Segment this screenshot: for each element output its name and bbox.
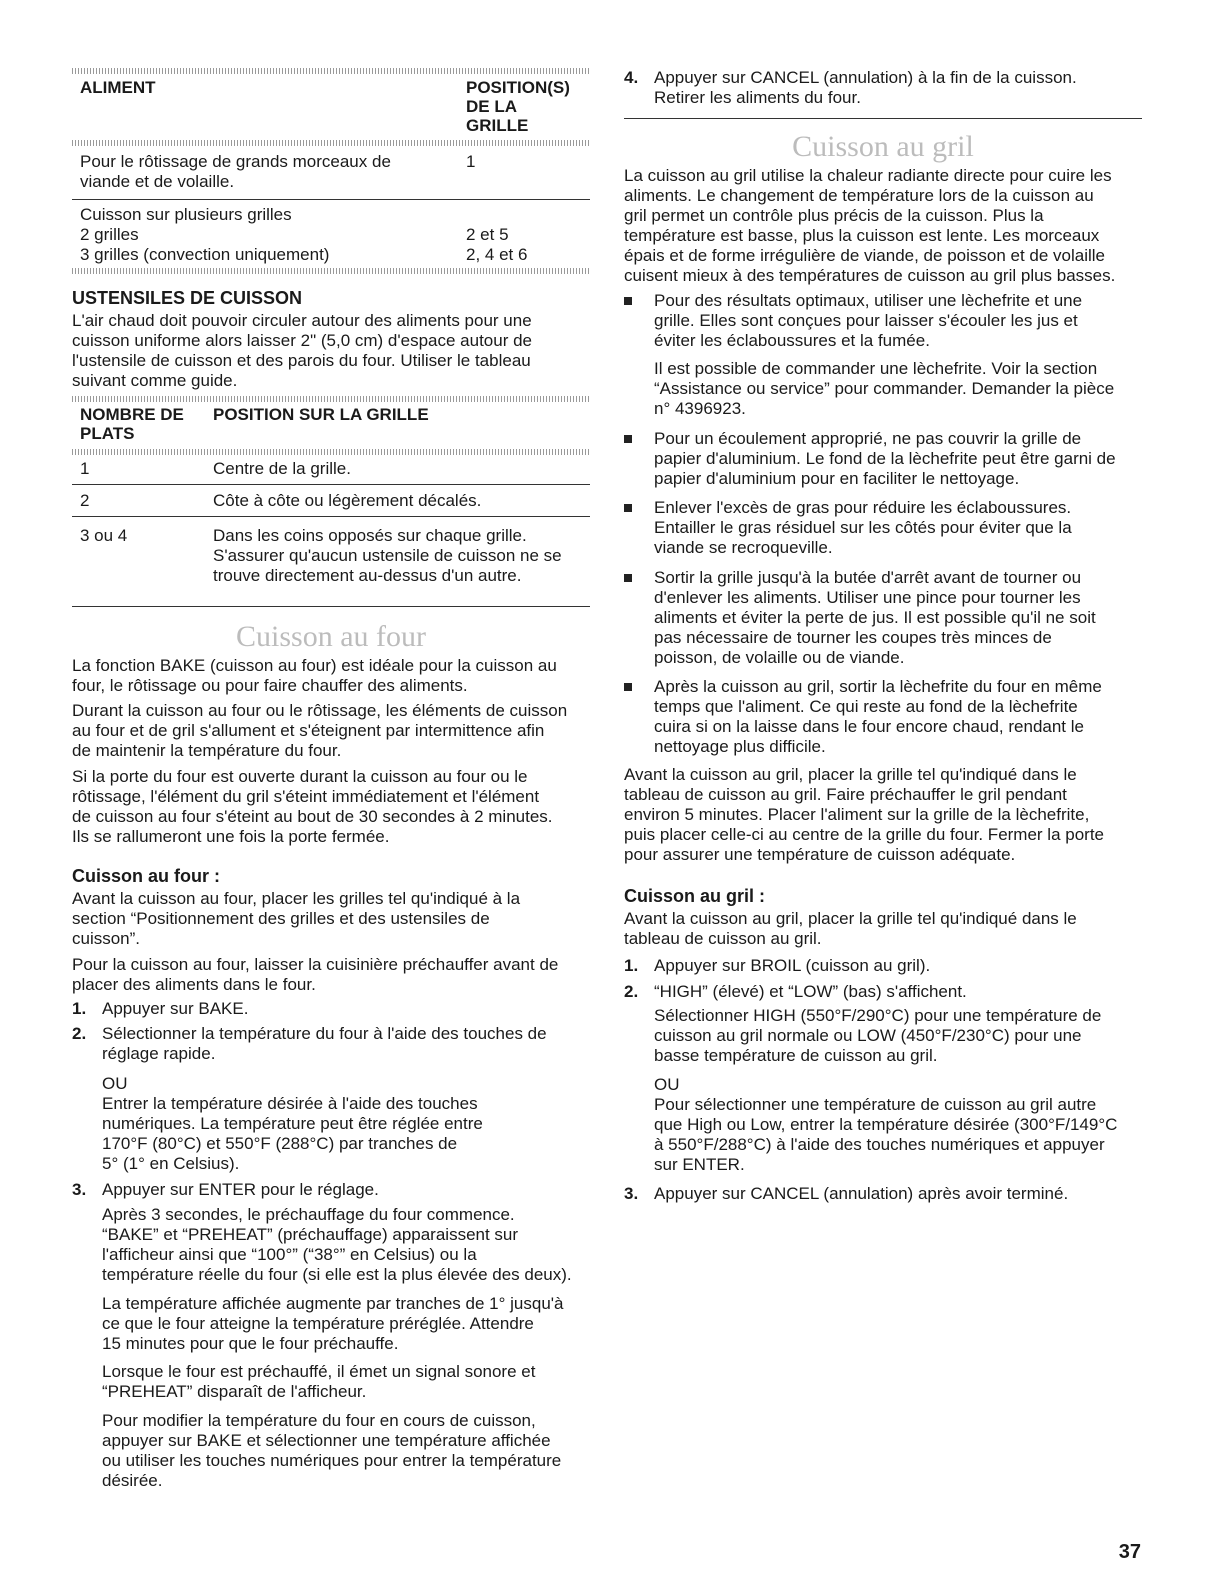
table-cell-count: 2 [80, 491, 90, 510]
table-row-food: Pour le rôtissage de grands morceaux de viande et de volaille. [80, 152, 391, 191]
step-number: 4. [624, 68, 639, 87]
step-text: “HIGH” (élevé) et “LOW” (bas) s'affichent. [654, 982, 967, 1001]
section-divider [624, 118, 1142, 119]
table-row-food: Cuisson sur plusieurs grilles 2 grilles 3 grilles (convection uniquement) [80, 205, 330, 264]
step-text: OU Entrer la température désirée à l'aide des touches numériques. La température peut être réglée entre 170°F (80°C) et 550°F (288°C) par tranches de 5° (1° en Celsius). [102, 1074, 483, 1173]
table-cell-position: Dans les coins opposés sur chaque grille. S'assurer qu'aucun ustensile de cuisson ne se trouve directement au-dessus d'un autre. [213, 526, 562, 585]
step-item [72, 1180, 590, 1202]
paragraph: Avant la cuisson au gril, placer la grille tel qu'indiqué dans le tableau de cuisson au gril. Faire préchauffer le gril pendant environ 5 minutes. Placer l'aliment sur la grille de la lèchefrite, puis placer celle-ci au centre de la grille du four. Fermer la porte pour assurer une température de cuisson adéquate. [624, 765, 1105, 864]
section-title: Cuisson au four [236, 620, 426, 653]
step-text: Appuyer sur BROIL (cuisson au gril). [654, 956, 931, 975]
utensils-heading: USTENSILES DE CUISSON [72, 288, 303, 308]
paragraph: Durant la cuisson au four ou le rôtissage, les éléments de cuisson au four et de gril s'allument et s'éteignent par intermittence afin de maintenir la température du four. [72, 701, 568, 760]
table-bottom-rule [72, 606, 590, 607]
paragraph: Pour la cuisson au four, laisser la cuisinière préchauffer avant de placer des aliments dans le four. [72, 955, 559, 994]
table-bottom-rule [72, 268, 590, 274]
step-text: La température affichée augmente par tranches de 1° jusqu'à ce que le four atteigne la température préréglée. Attendre 15 minutes pour que le four préchauffe. [102, 1294, 564, 1353]
table-cell-count: 1 [80, 459, 90, 478]
bullet-item: Pour un écoulement approprié, ne pas couvrir la grille de papier d'aluminium. Le fond de la lèchefrite peut être garni de papier d'aluminium pour en faciliter le nettoyage. [624, 429, 1142, 489]
step-text: Pour modifier la température du four en cours de cuisson, appuyer sur BAKE et sélectionner une température affichée ou utiliser les touches numériques pour entrer la température désirée. [102, 1411, 562, 1490]
utensils-paragraph: L'air chaud doit pouvoir circuler autour des aliments pour une cuisson uniforme alors laisser 2" (5,0 cm) d'espace autour de l'ustensile de cuisson et des parois du four. Utiliser le tableau suivant comme guide. [72, 311, 532, 390]
table-header-position: POSITION SUR LA GRILLE [213, 405, 429, 424]
table-header-rule [72, 140, 590, 146]
step-item [624, 956, 1142, 978]
step-item [72, 999, 590, 1021]
step-text: Lorsque le four est préchauffé, il émet un signal sonore et “PREHEAT” disparaît de l'afficheur. [102, 1362, 536, 1401]
table-top-rule [72, 68, 590, 74]
step-number: 1. [624, 956, 639, 975]
table-row-rule [72, 199, 590, 200]
step-text: Sélectionner la température du four à l'aide des touches de réglage rapide. [102, 1024, 547, 1063]
page-number: 37 [1118, 1541, 1141, 1563]
step-text: OU Pour sélectionner une température de cuisson au gril autre que High ou Low, entrer la température désirée (300°F/149°C à 550°F/288°C) à l'aide des touches numériques et appuyer sur ENTER. [654, 1075, 1118, 1174]
bullet-icon [624, 297, 632, 305]
bullet-text: Il est possible de commander une lèchefrite. Voir la section “Assistance ou service” pour commander. Demander la pièce n° 4396923. [654, 359, 1115, 418]
paragraph: La cuisson au gril utilise la chaleur radiante directe pour cuire les aliments. Le changement de température lors de la cuisson au gril permet un contrôle plus précis de la cuisson. Plus la température est basse, plus la cuisson est lente. Les morceaux épais et de forme irrégulière de viande, de poisson et de volaille cuisent mieux à des températures de cuisson au gril plus basses. [624, 166, 1116, 285]
step-text: Appuyer sur CANCEL (annulation) après avoir terminé. [654, 1184, 1069, 1203]
sub-heading: Cuisson au four : [72, 866, 220, 886]
bullet-icon [624, 435, 632, 443]
table-cell-count: 3 ou 4 [80, 526, 128, 545]
paragraph: La fonction BAKE (cuisson au four) est idéale pour la cuisson au four, le rôtissage ou pour faire chauffer des aliments. [72, 656, 557, 695]
table-header-food: ALIMENT [80, 78, 156, 97]
table-header-count: NOMBRE DE PLATS [80, 405, 184, 443]
paragraph: Si la porte du four est ouverte durant la cuisson au four ou le rôtissage, l'élément du gril s'éteint immédiatement et l'élément de cuisson au four s'éteint au bout de 30 secondes à 2 minutes. Ils se rallumeront une fois la porte fermée. [72, 767, 553, 846]
bullet-icon [624, 504, 632, 512]
step-text: Appuyer sur CANCEL (annulation) à la fin de la cuisson. Retirer les aliments du four. [654, 68, 1077, 107]
step-number: 2. [624, 982, 639, 1001]
bullet-item: Enlever l'excès de gras pour réduire les éclaboussures. Entailler le gras résiduel sur les côtés pour éviter que la viande se recroqueville. [624, 498, 1142, 558]
bullet-icon [624, 574, 632, 582]
table-header-rule [72, 449, 590, 455]
section-title: Cuisson au gril [792, 130, 974, 163]
step-number: 3. [72, 1180, 87, 1199]
table-cell-position: Côte à côte ou légèrement décalés. [213, 491, 482, 510]
step-number: 2. [72, 1024, 87, 1043]
step-item [624, 1184, 1142, 1206]
step-text: Appuyer sur BAKE. [102, 999, 249, 1018]
bullet-item: Sortir la grille jusqu'à la butée d'arrêt avant de tourner ou d'enlever les aliments. Utiliser une pince pour tourner les aliments et éviter la perte de jus. Il est possible qu'il ne soit pas nécessaire de tourner les coupes très minces de poisson, de volaille ou de viande. [624, 568, 1142, 668]
table-header-position: POSITION(S) DE LA GRILLE [466, 78, 570, 135]
table-row-position: 1 [466, 152, 476, 171]
paragraph: Avant la cuisson au gril, placer la grille tel qu'indiqué dans le tableau de cuisson au gril. [624, 909, 1077, 948]
table-row-rule [72, 484, 590, 485]
paragraph: Avant la cuisson au four, placer les grilles tel qu'indiqué à la section “Positionnement des grilles et des ustensiles de cuisson”. [72, 889, 521, 948]
table-row-rule [72, 516, 590, 517]
step-number: 1. [72, 999, 87, 1018]
step-item [624, 982, 1142, 1004]
step-number: 3. [624, 1184, 639, 1203]
bullet-item: Pour des résultats optimaux, utiliser une lèchefrite et une grille. Elles sont conçues pour laisser s'écouler les jus et éviter les éclaboussures et la fumée. [624, 291, 1142, 351]
sub-heading: Cuisson au gril : [624, 886, 766, 906]
table-row-position: 2 et 5 2, 4 et 6 [466, 225, 528, 264]
step-text: Après 3 secondes, le préchauffage du four commence. “BAKE” et “PREHEAT” (préchauffage) apparaissent sur l'afficheur ainsi que “100°” (“38°” en Celsius) ou la température réelle du four (si elle est la plus élevée des deux). [102, 1205, 572, 1284]
bullet-item: Après la cuisson au gril, sortir la lèchefrite du four en même temps que l'aliment. Ce qui reste au fond de la lèchefrite cuira si on la laisse dans le four encore chaud, rendant le nettoyage plus difficile. [624, 677, 1142, 757]
bullet-icon [624, 683, 632, 691]
step-text: Appuyer sur ENTER pour le réglage. [102, 1180, 379, 1199]
step-text: Sélectionner HIGH (550°F/290°C) pour une température de cuisson au gril normale ou LOW (450°F/230°C) pour une basse température de cuisson au gril. [654, 1006, 1102, 1065]
table-top-rule [72, 396, 590, 402]
table-cell-position: Centre de la grille. [213, 459, 351, 478]
